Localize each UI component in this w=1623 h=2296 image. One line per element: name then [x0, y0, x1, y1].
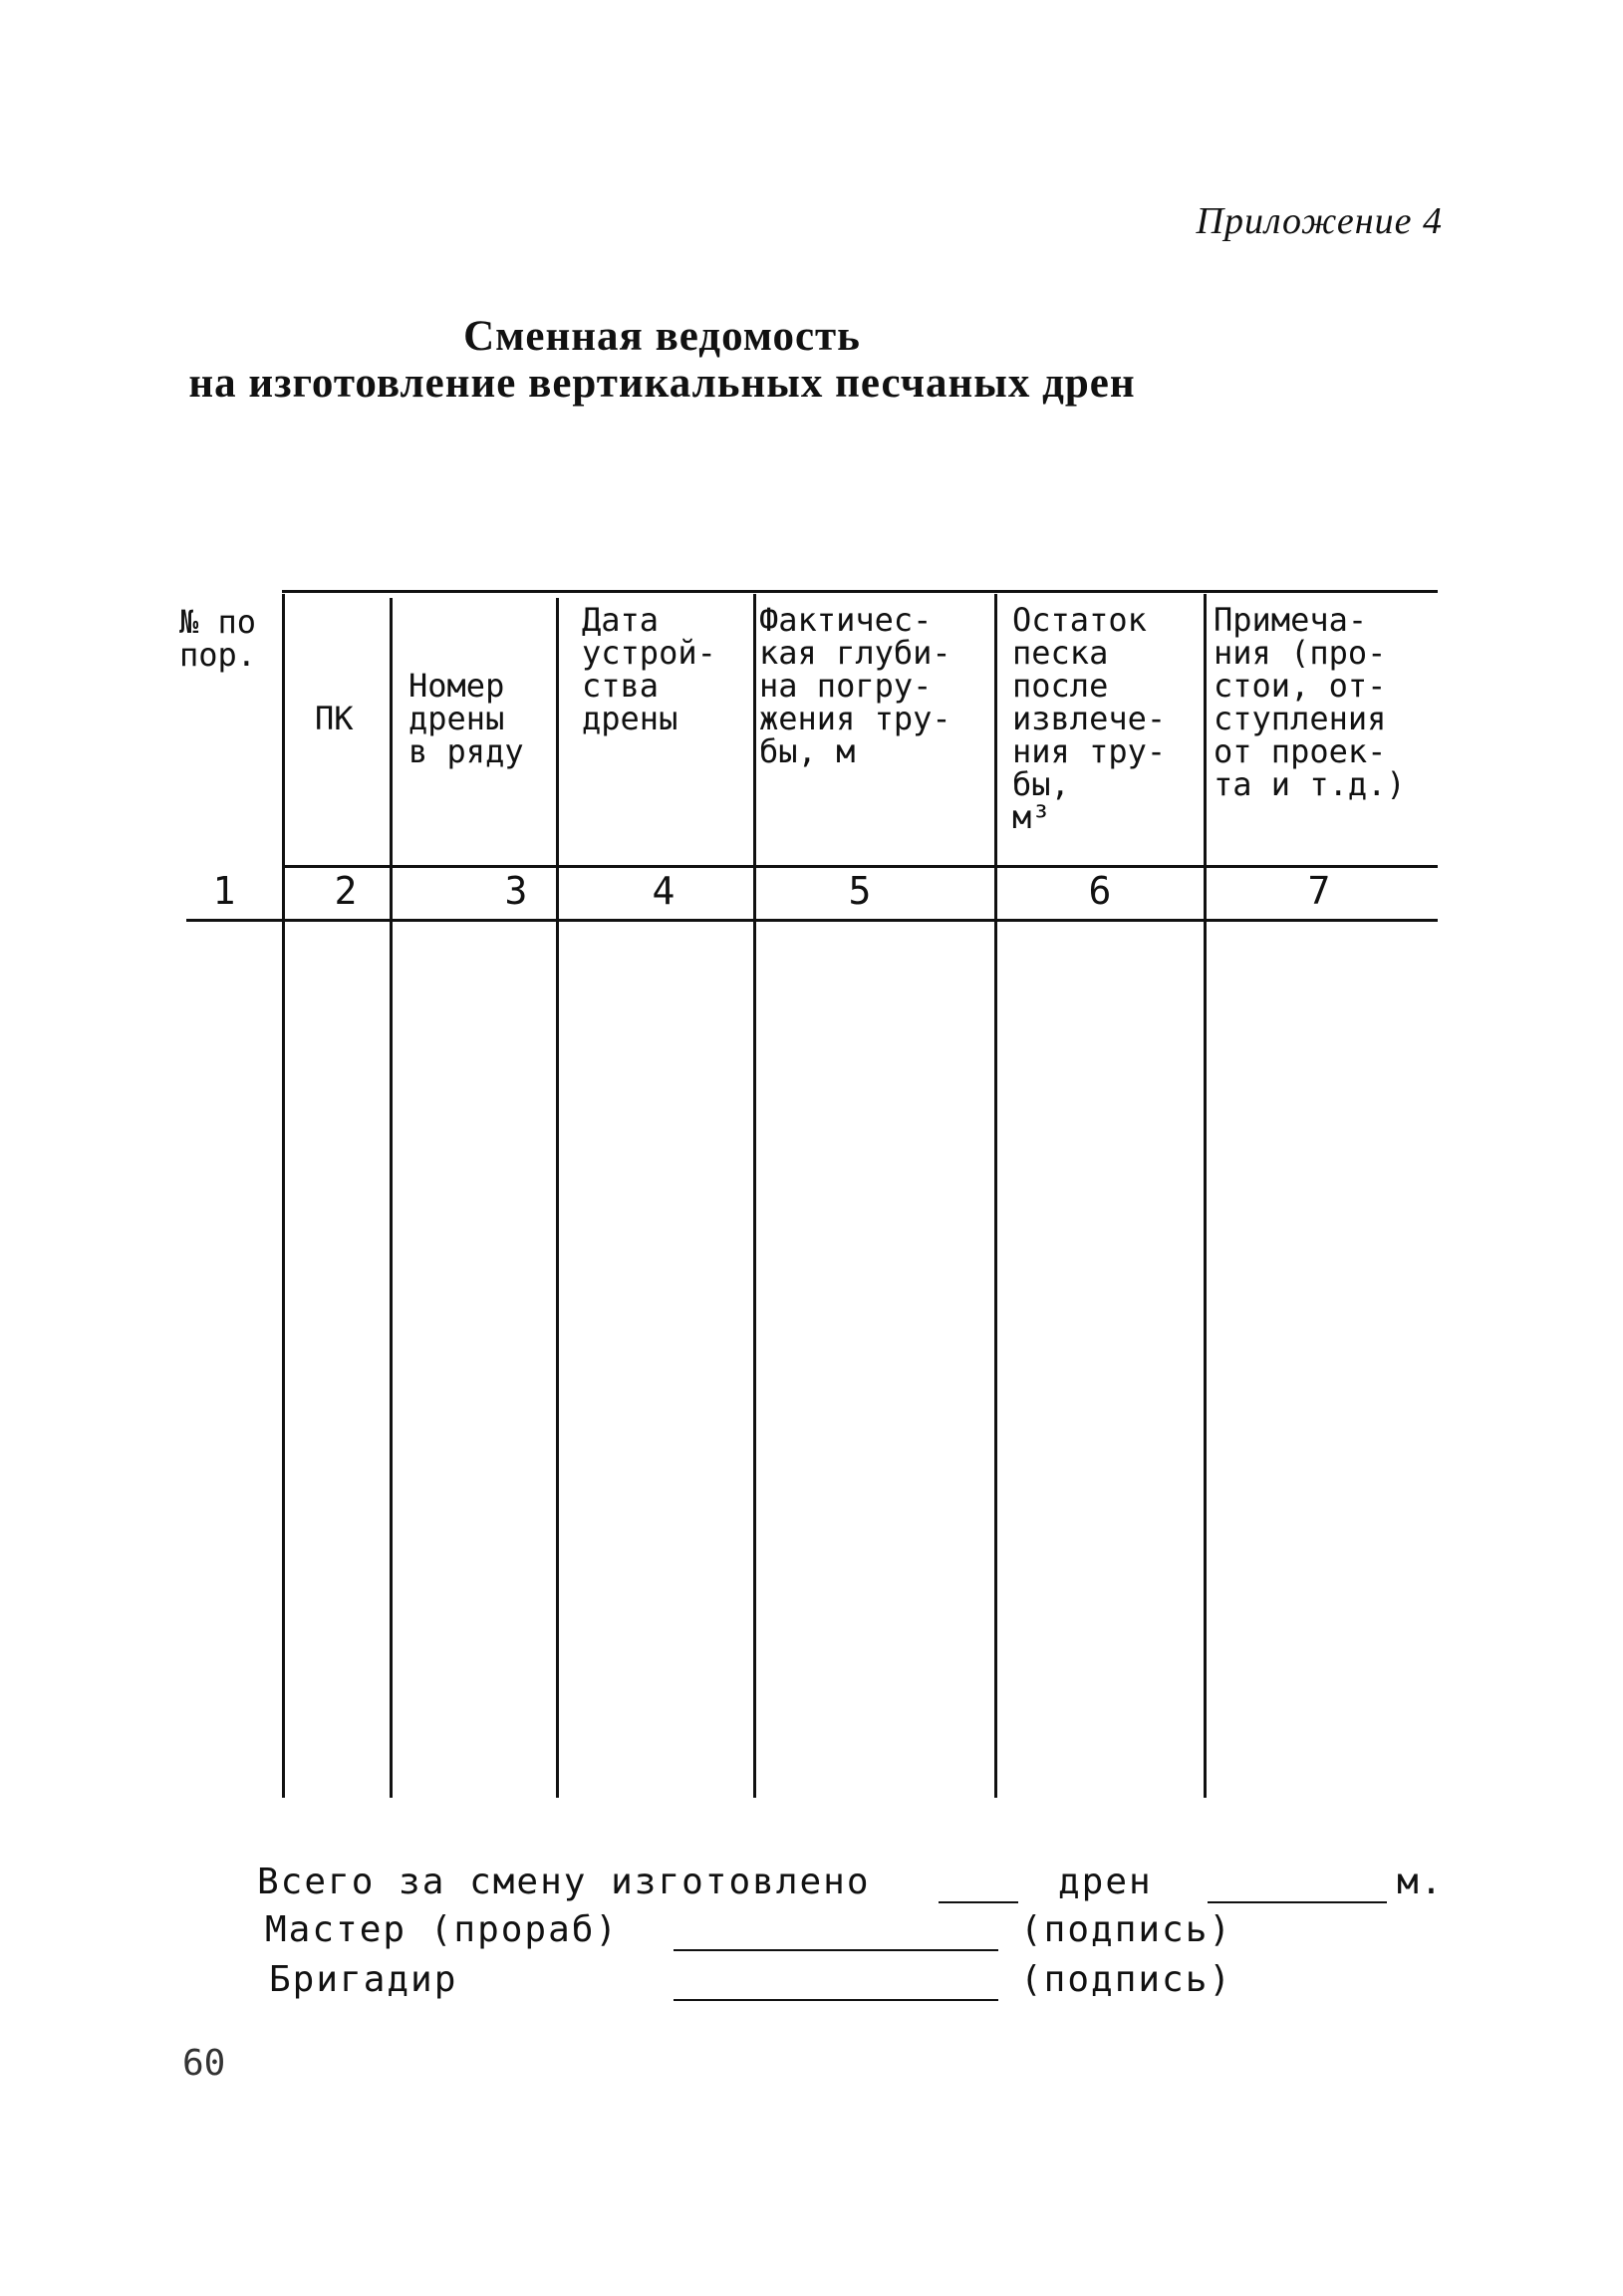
header-bottom-rule — [282, 865, 1438, 868]
master-signature-blank[interactable] — [674, 1949, 998, 1951]
form-subtitle: на изготовление вертикальных песчаных дрен — [188, 360, 1136, 407]
column-header-depth: Фактичес- кая глуби- на погру- жения тру- бы, м — [759, 601, 951, 770]
drains-label: дрен — [1058, 1862, 1153, 1902]
column-divider-5 — [994, 594, 997, 1798]
column-header-number: № по пор. — [179, 603, 257, 674]
column-divider-2 — [390, 598, 393, 1798]
drains-count-blank[interactable] — [939, 1901, 1018, 1903]
page-number: 60 — [182, 2043, 226, 2084]
column-divider-4 — [753, 594, 756, 1798]
column-number-4: 4 — [652, 869, 676, 913]
column-number-5: 5 — [848, 869, 872, 913]
column-header-drain-number: Номер дрены в ряду — [408, 667, 524, 770]
total-meters-blank[interactable] — [1208, 1901, 1387, 1903]
master-signature-note: (подпись) — [1020, 1909, 1233, 1950]
appendix-label: Приложение 4 — [1196, 200, 1443, 242]
column-number-3: 3 — [504, 869, 528, 913]
column-number-2: 2 — [334, 869, 358, 913]
total-label: Всего за смену изготовлено — [257, 1862, 871, 1902]
column-number-7: 7 — [1307, 869, 1331, 913]
column-header-date: Дата устрой- ства дрены — [582, 601, 716, 737]
master-label: Мастер (прораб) — [265, 1909, 620, 1950]
table-top-rule — [282, 590, 1438, 593]
foreman-signature-blank[interactable] — [674, 1999, 998, 2001]
column-header-sand-remainder: Остаток песка после извлече- ния тру- бы, м³ — [1012, 601, 1167, 836]
column-divider-1 — [282, 594, 285, 1798]
column-number-1: 1 — [212, 869, 236, 913]
numbers-bottom-rule — [186, 919, 1438, 922]
foreman-label: Бригадир — [269, 1959, 458, 2000]
column-divider-6 — [1204, 594, 1207, 1798]
column-header-notes: Примеча- ния (про- стои, от- ступления от проек- та и т.д.) — [1214, 601, 1406, 803]
column-number-6: 6 — [1088, 869, 1112, 913]
column-divider-3 — [556, 598, 559, 1798]
foreman-signature-note: (подпись) — [1020, 1959, 1233, 2000]
meters-unit: м. — [1397, 1862, 1445, 1902]
form-title: Сменная ведомость — [463, 313, 861, 360]
column-header-pk: ПК — [315, 700, 354, 737]
